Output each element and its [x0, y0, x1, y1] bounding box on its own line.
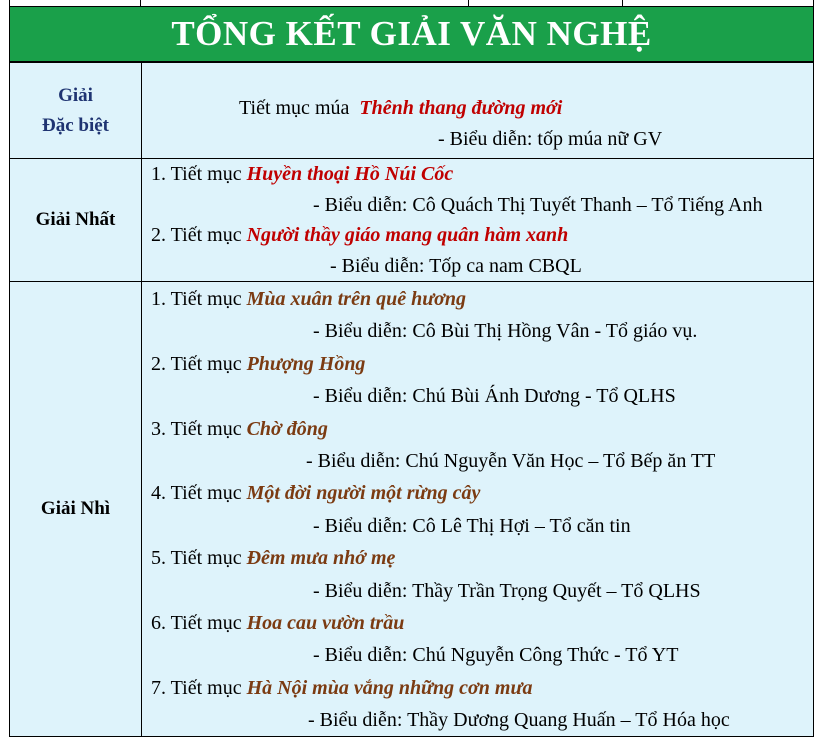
entry-prefix: 3. Tiết mục	[151, 417, 242, 440]
entry-prefix: 2. Tiết mục	[151, 224, 242, 246]
first-entry-2	[142, 220, 813, 251]
page-title: TỔNG KẾT GIẢI VĂN NGHỆ	[9, 6, 814, 62]
first-prize-row	[10, 159, 814, 282]
first-prize-label: Giải Nhất	[10, 159, 142, 282]
special-label-line2: Đặc biệt	[41, 114, 109, 136]
special-prize-label	[10, 63, 142, 159]
first-prize-content	[142, 159, 814, 282]
entry-title: Một đời người một rừng cây	[246, 482, 481, 505]
entry-title: Đêm mưa nhớ mẹ	[246, 547, 396, 570]
entry-performer: - Biểu diễn: Chú Nguyễn Văn Học – Tổ Bếp ăn TT	[306, 449, 716, 472]
second-entry-6	[142, 607, 813, 639]
award-summary	[9, 0, 814, 733]
entry-title: Người thầy giáo mang quân hàm xanh	[246, 224, 569, 246]
entry-prefix: 5. Tiết mục	[151, 547, 242, 570]
second-prize-content	[142, 282, 814, 737]
special-prize-row	[10, 63, 814, 159]
second-prize-row	[10, 282, 814, 737]
special-entry-line	[142, 93, 813, 124]
entry-prefix: 2. Tiết mục	[151, 352, 242, 375]
special-prefix: Tiết mục múa	[239, 97, 350, 119]
entry-prefix: 1. Tiết mục	[151, 288, 242, 310]
entry-prefix: 1. Tiết mục	[151, 163, 242, 185]
entry-performer: - Biểu diễn: Cô Lê Thị Hợi – Tổ căn tin	[313, 514, 631, 537]
awards-table	[9, 62, 814, 737]
entry-performer: - Biểu diễn: Thầy Trần Trọng Quyết – Tổ QLHS	[313, 579, 701, 602]
entry-title: Hoa cau vườn trầu	[246, 611, 405, 634]
second-entry-2	[142, 348, 813, 380]
entry-performer: - Biểu diễn: Tốp ca nam CBQL	[330, 254, 582, 277]
entry-title: Huyền thoại Hồ Núi Cốc	[246, 163, 454, 185]
entry-title: Phượng Hồng	[246, 352, 366, 375]
entry-performer: - Biểu diễn: Cô Bùi Thị Hồng Vân - Tổ giáo vụ.	[313, 320, 698, 343]
second-entry-3	[142, 413, 813, 445]
entry-prefix: 6. Tiết mục	[151, 611, 242, 634]
first-entry-1	[142, 159, 813, 190]
special-label-line1: Giải	[58, 84, 93, 106]
special-prize-content	[142, 63, 814, 159]
special-title: Thênh thang đường mới	[359, 97, 563, 119]
entry-title: Hà Nội mùa vắng những cơn mưa	[246, 676, 533, 699]
entry-performer: - Biểu diễn: Cô Quách Thị Tuyết Thanh – Tổ Tiếng Anh	[313, 193, 763, 216]
second-entry-5	[142, 542, 813, 574]
second-entry-1	[142, 283, 813, 315]
entry-title: Chờ đông	[246, 417, 328, 440]
entry-performer: - Biểu diễn: Chú Nguyễn Công Thức - Tổ YT	[313, 644, 679, 667]
second-entry-4	[142, 477, 813, 509]
special-performer: - Biểu diễn: tốp múa nữ GV	[438, 127, 663, 150]
entry-performer: - Biểu diễn: Chú Bùi Ánh Dương - Tổ QLHS	[313, 385, 676, 408]
second-prize-label: Giải Nhì	[10, 282, 142, 737]
entry-title: Mùa xuân trên quê hương	[246, 288, 467, 310]
entry-performer: - Biểu diễn: Thầy Dương Quang Huấn – Tổ Hóa học	[308, 709, 730, 732]
second-entry-7	[142, 672, 813, 704]
entry-prefix: 7. Tiết mục	[151, 676, 242, 699]
entry-prefix: 4. Tiết mục	[151, 482, 242, 505]
